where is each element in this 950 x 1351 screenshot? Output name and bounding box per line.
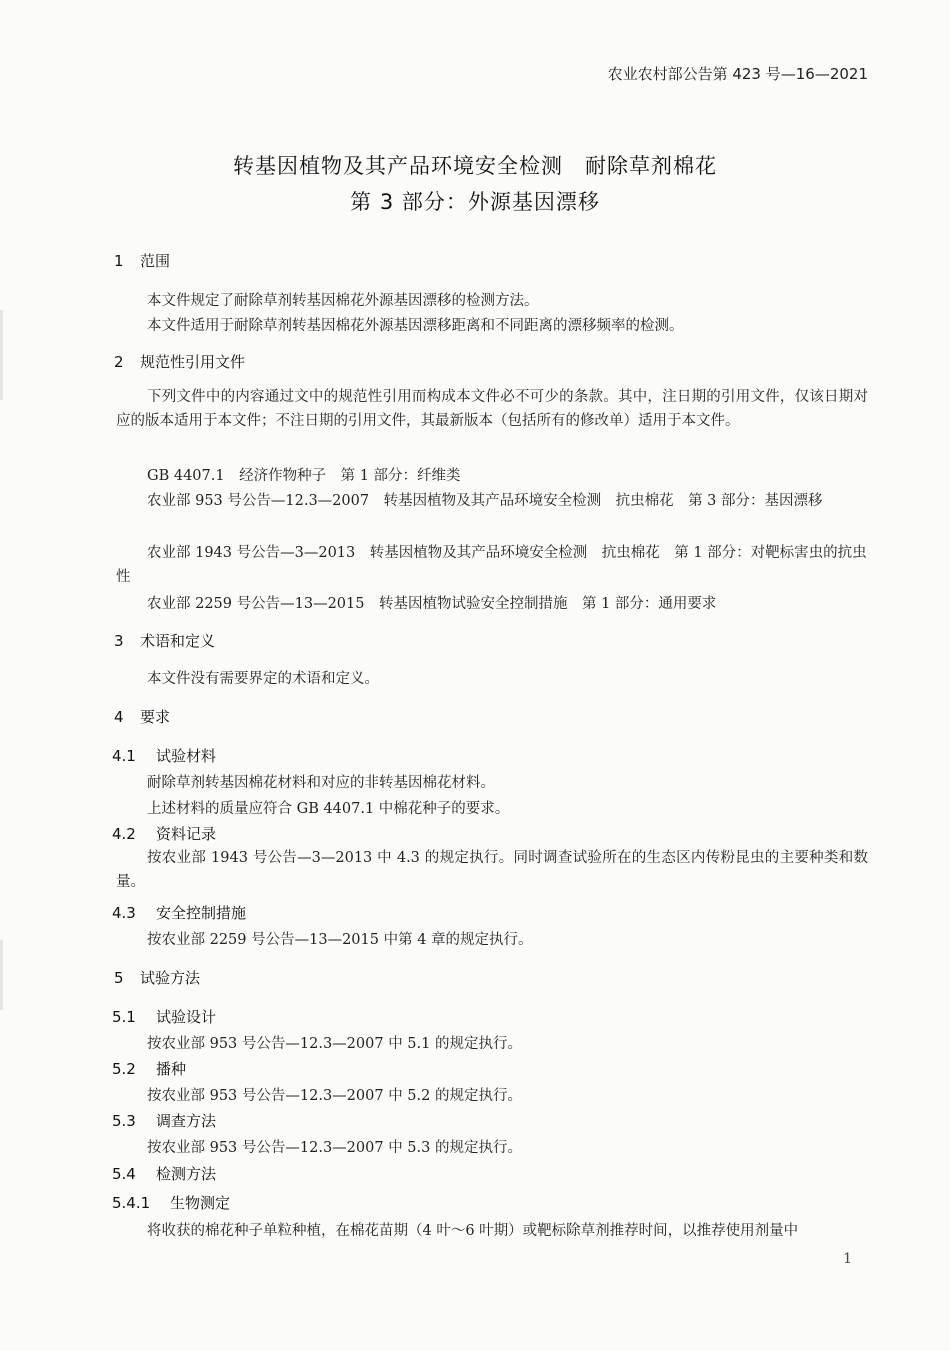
section-heading <box>114 630 215 651</box>
subsection-number: 5.2 <box>112 1060 136 1078</box>
section-number: 3 <box>114 632 124 650</box>
section-title: 术语和定义 <box>140 632 216 650</box>
paragraph: 将收获的棉花种子单粒种植，在棉花苗期（4 叶～6 叶期）或靶标除草剂推荐时间，以推荐使用剂量中 <box>147 1223 799 1239</box>
section-title: 范围 <box>140 252 171 270</box>
scan-edge-mark <box>0 310 3 400</box>
section-number: 2 <box>114 353 124 371</box>
paragraph: 上述材料的质量应符合 GB 4407.1 中棉花种子的要求。 <box>147 801 510 817</box>
subsection-heading <box>112 1163 216 1184</box>
subsection-number: 4.3 <box>112 904 136 922</box>
subsection-title: 调查方法 <box>156 1112 217 1130</box>
scan-edge-mark <box>0 940 3 1010</box>
paragraph: 本文件没有需要界定的术语和定义。 <box>147 671 379 687</box>
subsection-title: 安全控制措施 <box>156 904 247 922</box>
paragraph: 本文件适用于耐除草剂转基因棉花外源基因漂移距离和不同距离的漂移频率的检测。 <box>147 318 684 334</box>
section-number: 5 <box>114 969 124 987</box>
subsection-heading <box>112 1006 216 1027</box>
paragraph: 按农业部 953 号公告—12.3—2007 中 5.2 的规定执行。 <box>147 1088 522 1104</box>
paragraph: 按农业部 953 号公告—12.3—2007 中 5.1 的规定执行。 <box>147 1036 522 1052</box>
section-title: 试验方法 <box>140 969 201 987</box>
subsection-number: 4.2 <box>112 825 136 843</box>
section-heading <box>114 351 245 372</box>
subsection-title: 播种 <box>156 1060 187 1078</box>
section-heading <box>114 706 170 727</box>
reference-item: 农业部 1943 号公告—3—2013 转基因植物及其产品环境安全检测 抗虫棉花 第 1 部分：对靶标害虫的抗虫性 <box>116 545 867 585</box>
reference-item: 农业部 953 号公告—12.3—2007 转基因植物及其产品环境安全检测 抗虫棉花 第 3 部分：基因漂移 <box>147 493 823 509</box>
subsection-number: 4.1 <box>112 747 136 765</box>
subsection-heading <box>112 823 216 844</box>
paragraph: 下列文件中的内容通过文中的规范性引用而构成本文件必不可少的条款。其中，注日期的引用文件，仅该日期对应的版本适用于本文件；不注日期的引用文件，其最新版本（包括所有的修改单）适用于本文件。 <box>116 389 868 429</box>
paragraph: 按农业部 1943 号公告—3—2013 中 4.3 的规定执行。同时调查试验所在的生态区内传粉昆虫的主要种类和数量。 <box>116 850 868 890</box>
document-header: 农业农村部公告第 423 号—16—2021 <box>607 65 868 83</box>
paragraph: 按农业部 2259 号公告—13—2015 中第 4 章的规定执行。 <box>147 932 533 948</box>
section-heading <box>114 967 200 988</box>
paragraph: 耐除草剂转基因棉花材料和对应的非转基因棉花材料。 <box>147 775 495 791</box>
subsection-title: 资料记录 <box>156 825 217 843</box>
subsection-number: 5.3 <box>112 1112 136 1130</box>
document-title-line2: 第 3 部分：外源基因漂移 <box>350 190 600 214</box>
subsection-title: 试验材料 <box>156 747 217 765</box>
subsection-heading <box>112 1058 186 1079</box>
subsection-heading <box>112 1110 216 1131</box>
section-heading <box>114 250 170 271</box>
paragraph: 本文件规定了耐除草剂转基因棉花外源基因漂移的检测方法。 <box>147 293 539 309</box>
reference-item: GB 4407.1 经济作物种子 第 1 部分：纤维类 <box>147 468 461 484</box>
document-title-line1: 转基因植物及其产品环境安全检测 耐除草剂棉花 <box>233 154 717 178</box>
section-title: 规范性引用文件 <box>140 353 246 371</box>
subsection-title: 生物测定 <box>170 1194 231 1212</box>
subsection-heading <box>112 902 246 923</box>
subsection-heading <box>112 745 216 766</box>
section-title: 要求 <box>140 708 171 726</box>
subsection-title: 检测方法 <box>156 1165 217 1183</box>
subsection-title: 试验设计 <box>156 1008 217 1026</box>
subsection-number: 5.1 <box>112 1008 136 1026</box>
paragraph: 按农业部 953 号公告—12.3—2007 中 5.3 的规定执行。 <box>147 1140 522 1156</box>
subsection-heading <box>112 1192 230 1213</box>
section-number: 4 <box>114 708 124 726</box>
subsection-number: 5.4 <box>112 1165 136 1183</box>
reference-item: 农业部 2259 号公告—13—2015 转基因植物试验安全控制措施 第 1 部分：通用要求 <box>147 596 717 612</box>
subsection-number: 5.4.1 <box>112 1194 151 1212</box>
section-number: 1 <box>114 252 124 270</box>
page-number: 1 <box>843 1251 852 1267</box>
